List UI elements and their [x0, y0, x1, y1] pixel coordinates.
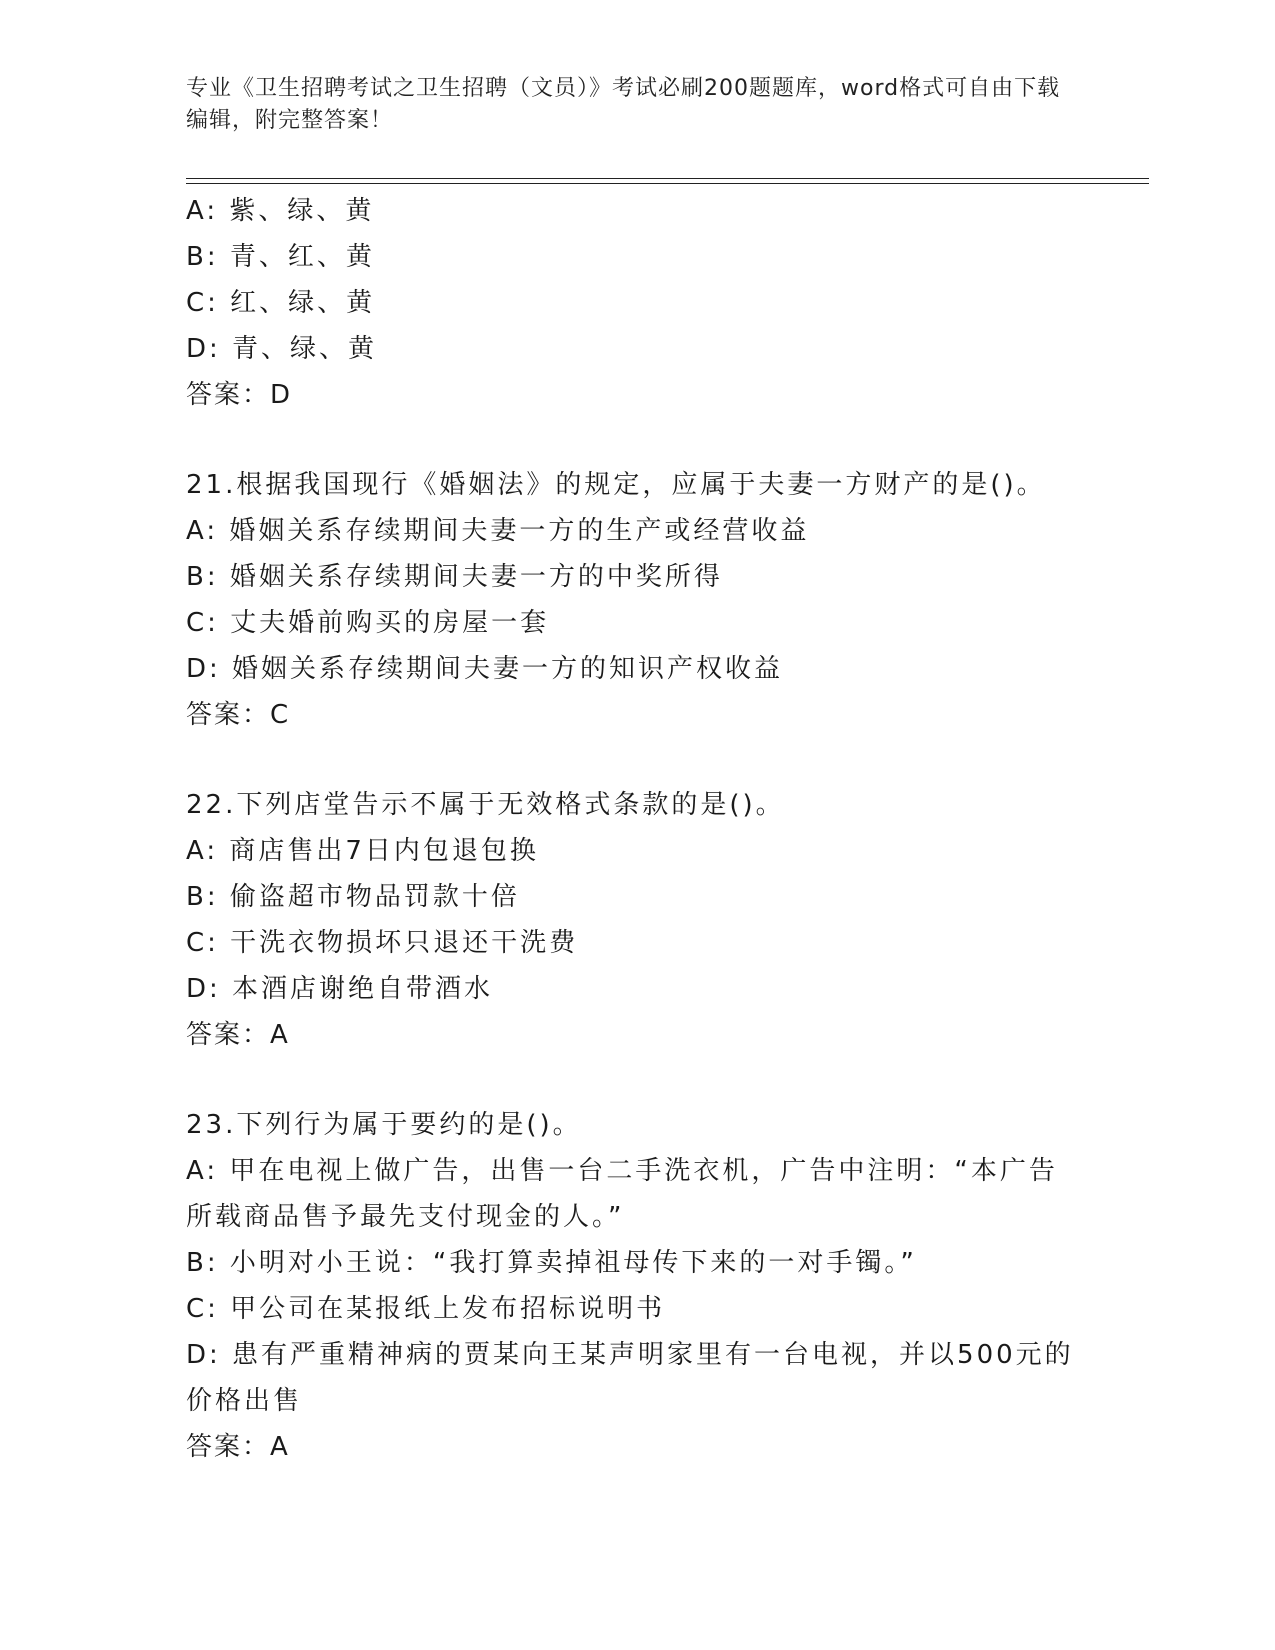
- option-b: B: 婚姻关系存续期间夫妻一方的中奖所得: [186, 562, 723, 592]
- document-body: [186, 188, 1086, 1470]
- option-d: D: 婚姻关系存续期间夫妻一方的知识产权收益: [186, 654, 784, 684]
- document-header: [186, 73, 1066, 137]
- option-a: A: 甲在电视上做广告，出售一台二手洗衣机，广告中注明：“本广告所载商品售予最先支付现金的人。”: [186, 1156, 1058, 1232]
- option-c: C: 干洗衣物损坏只退还干洗费: [186, 928, 579, 958]
- answer: 答案：D: [186, 380, 293, 410]
- option-a: A: 紫、绿、黄: [186, 196, 375, 226]
- option-b: B: 青、红、黄: [186, 242, 375, 272]
- option-d: D: 青、绿、黄: [186, 334, 378, 364]
- question-stem: 23.下列行为属于要约的是()。: [186, 1110, 582, 1140]
- option-c: C: 甲公司在某报纸上发布招标说明书: [186, 1294, 666, 1324]
- header-rule-top: [186, 178, 1149, 179]
- question-block-20: [186, 188, 1086, 418]
- header-text: 专业《卫生招聘考试之卫生招聘（文员）》考试必刷200题题库，word格式可自由下载编辑，附完整答案！: [186, 76, 1061, 133]
- question-stem: 21.根据我国现行《婚姻法》的规定，应属于夫妻一方财产的是()。: [186, 470, 1046, 500]
- question-block-21: [186, 462, 1086, 738]
- answer: 答案：A: [186, 1020, 290, 1050]
- question-stem: 22.下列店堂告示不属于无效格式条款的是()。: [186, 790, 785, 820]
- question-block-22: [186, 782, 1086, 1058]
- answer: 答案：A: [186, 1432, 290, 1462]
- option-a: A: 婚姻关系存续期间夫妻一方的生产或经营收益: [186, 516, 810, 546]
- answer: 答案：C: [186, 700, 291, 730]
- option-c: C: 丈夫婚前购买的房屋一套: [186, 608, 550, 638]
- question-block-23: [186, 1102, 1086, 1470]
- option-a: A: 商店售出7日内包退包换: [186, 836, 539, 866]
- option-b: B: 小明对小王说：“我打算卖掉祖母传下来的一对手镯。”: [186, 1248, 917, 1278]
- option-c: C: 红、绿、黄: [186, 288, 376, 318]
- option-b: B: 偷盗超市物品罚款十倍: [186, 882, 520, 912]
- header-rule-bottom: [186, 183, 1149, 184]
- option-d: D: 本酒店谢绝自带酒水: [186, 974, 494, 1004]
- option-d: D: 患有严重精神病的贾某向王某声明家里有一台电视，并以500元的价格出售: [186, 1340, 1074, 1416]
